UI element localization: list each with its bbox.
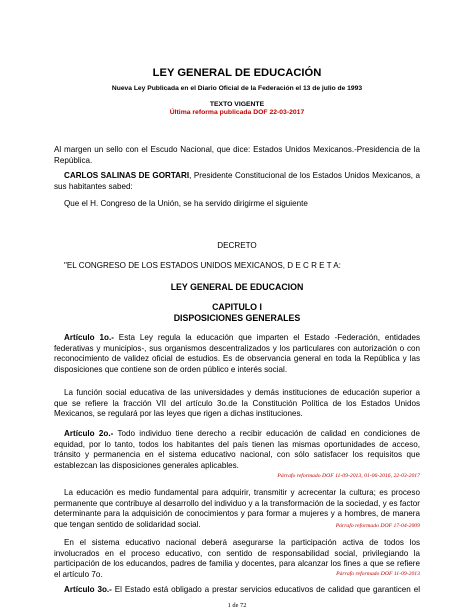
- article-1-text: Esta Ley regula la educación que imparten el Estado -Federación, entidades federativas y municipios-, sus organismos descentralizados y los particulares con autorización o con reconocimiento de validez oficial de estudios. Es de observancia general en toda la República y las disposiciones que contiene son de orden público e interés social.: [54, 333, 420, 374]
- preamble-paragraph-2-text: , Presidente Constitucional de los Estados Unidos Mexicanos, a sus habitantes sabed:: [54, 171, 421, 191]
- article-1-paragraph-2: La función social educativa de las universidades y demás instituciones de educación superior a que se refiere la fracción VII del artículo 3o.de la Constitución Política de los Estados Unidos Mexicanos, se regulará por las leyes que rigen a dichas instituciones.: [54, 388, 420, 419]
- chapter-number: CAPITULO I: [212, 302, 262, 312]
- president-name: CARLOS SALINAS DE GORTARI: [64, 171, 190, 180]
- reform-note-3: Párrafo reformado DOF 11-09-2013: [336, 571, 420, 577]
- article-1-paragraph-1: [54, 333, 420, 375]
- article-2-label: Artículo 2o.-: [64, 429, 114, 438]
- preamble-paragraph-3: Que el H. Congreso de la Unión, se ha servido dirigirme el siguiente: [64, 199, 308, 208]
- article-2-text: Todo individuo tiene derecho a recibir educación de calidad en condiciones de equidad, por lo tanto, todos los habitantes del país tienen las mismas oportunidades de acceso, tránsito y permanencia en el sistema educativo nacional, con sólo satisfacer los requisitos que establezcan las disposiciones generales aplicables.: [54, 429, 420, 470]
- last-reform-label: Última reforma publicada DOF 22-03-2017: [169, 109, 305, 116]
- article-1-label: Artículo 1o.-: [64, 333, 114, 342]
- document-title: LEY GENERAL DE EDUCACIÓN: [152, 67, 322, 79]
- reform-note-2: Párrafo reformado DOF 17-04-2009: [335, 523, 420, 529]
- decreto-heading: DECRETO: [217, 241, 257, 250]
- publication-note: Nueva Ley Publicada en el Diario Oficial de la Federación el 13 de julio de 1993: [111, 85, 363, 92]
- article-3-paragraph-1: [54, 585, 420, 596]
- status-label: TEXTO VIGENTE: [209, 101, 265, 108]
- preamble-paragraph-1: Al margen un sello con el Escudo Nacional, que dice: Estados Unidos Mexicanos.-Presidencia de la República.: [54, 145, 420, 165]
- article-2-paragraph-3: En el sistema educativo nacional deberá asegurarse la participación activa de todos los involucrados en el proceso educativo, con sentido de responsabilidad social, privilegiando la participación de los educandos, padres de familia y docentes, para alcanzar los fines a que se refiere el artículo 7o.: [54, 538, 420, 579]
- article-3-label: Artículo 3o.-: [64, 585, 112, 594]
- preamble-paragraph-4: "EL CONGRESO DE LOS ESTADOS UNIDOS MEXICANOS, D E C R E T A:: [64, 261, 341, 270]
- article-2-paragraph-2: La educación es medio fundamental para adquirir, transmitir y acrecentar la cultura; es proceso permanente que contribuye al desarrollo del individuo y a la transformación de la sociedad, y es factor determinante para la adquisición de conocimientos y para formar a mujeres y a hombres, de manera que tengan sentido de solidaridad social.: [54, 488, 420, 529]
- chapter-name: DISPOSICIONES GENERALES: [173, 313, 301, 323]
- article-2-paragraph-1: [54, 429, 420, 471]
- reform-note-1: Párrafo reformado DOF 11-09-2013, 01-06-2016, 22-03-2017: [277, 473, 420, 479]
- page-number: 1 de 72: [227, 602, 247, 609]
- law-title: LEY GENERAL DE EDUCACION: [170, 282, 304, 292]
- preamble-paragraph-2: [54, 171, 420, 192]
- article-3-text: El Estado está obligado a prestar servicios educativos de calidad que garanticen el: [114, 585, 420, 594]
